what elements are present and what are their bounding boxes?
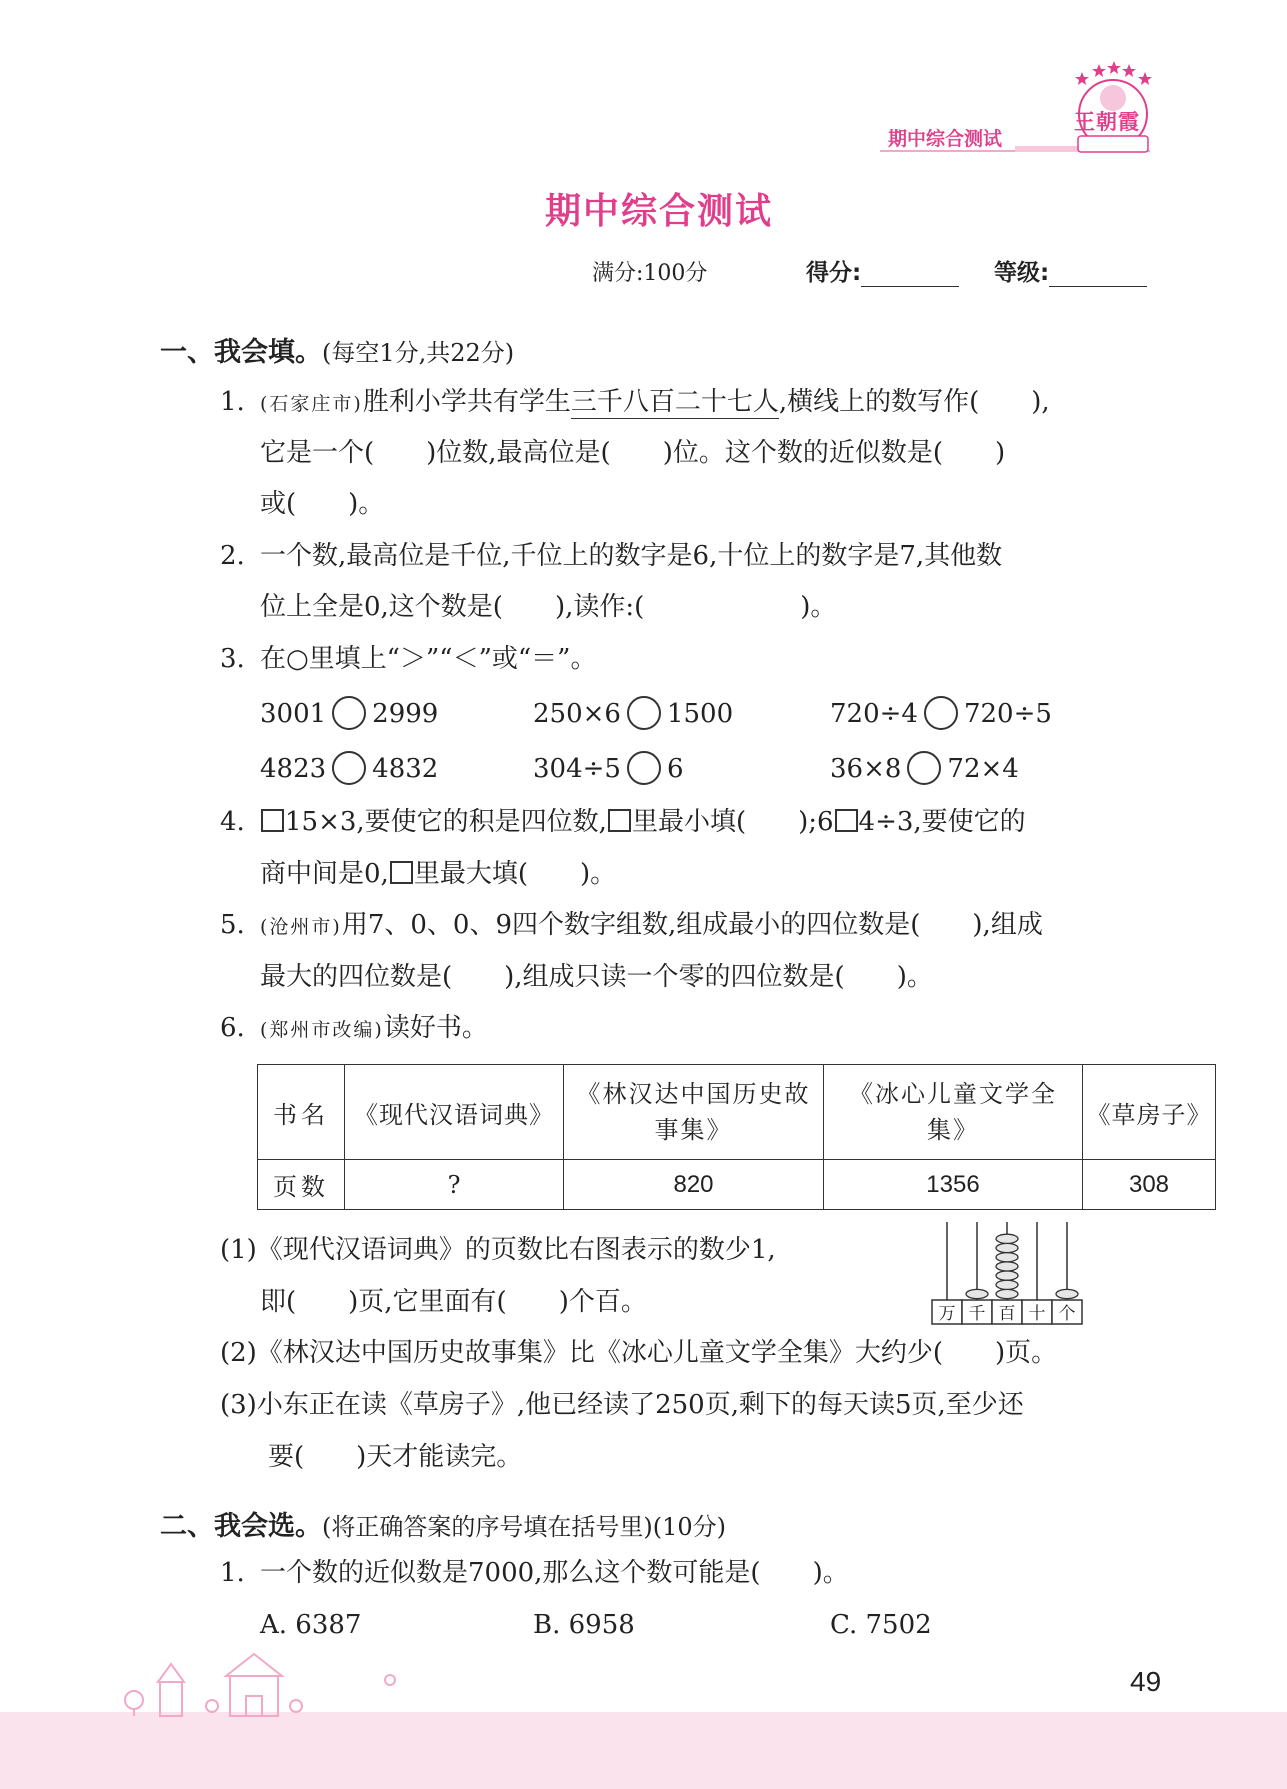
- q5-line2: 最大的四位数是( ),组成只读一个零的四位数是( )。: [260, 962, 933, 992]
- compare-circle[interactable]: [924, 696, 958, 730]
- mc1-question: 1. 一个数的近似数是7000,那么这个数可能是( )。: [220, 1558, 849, 1588]
- q3-compare-2: 250×6 1500: [533, 697, 733, 732]
- abacus-place-label: 千: [968, 1304, 986, 1324]
- abacus-bead: [996, 1271, 1018, 1280]
- compare-circle[interactable]: [627, 696, 661, 730]
- abacus-bead: [996, 1262, 1018, 1271]
- header-tag: 期中综合测试: [888, 128, 1003, 150]
- page-number: 49: [1130, 1666, 1162, 1697]
- blank-box[interactable]: [261, 809, 284, 832]
- score-field[interactable]: [806, 254, 959, 287]
- q6-sub1-line1: (1)《现代汉语词典》的页数比右图表示的数少1,: [220, 1235, 776, 1265]
- score-line: [592, 256, 707, 287]
- q3-compare-3: 720÷4 720÷5: [830, 697, 1052, 732]
- q6-line1: 6. (郑州市改编)读好书。: [220, 1013, 488, 1043]
- abacus-bead: [996, 1234, 1018, 1243]
- blank-box[interactable]: [835, 809, 858, 832]
- q3-compare-5: 304÷5 6: [533, 752, 684, 787]
- table-row: 页数 ? 820 1356 308: [258, 1160, 1216, 1210]
- q6-sub3-line1: (3)小东正在读《草房子》,他已经读了250页,剩下的每天读5页,至少还: [220, 1390, 1024, 1420]
- abacus-place-label: 万: [938, 1304, 956, 1324]
- blank-box[interactable]: [390, 861, 413, 884]
- castle-illustration: [120, 1650, 420, 1718]
- mc1-option-b[interactable]: B. 6958: [533, 1610, 635, 1640]
- section-2-heading: 二、我会选。(将正确答案的序号填在括号里)(10分): [160, 1511, 726, 1542]
- publisher-logo: [1068, 58, 1158, 156]
- abacus-place-label: 十: [1028, 1304, 1046, 1324]
- mc1-option-a[interactable]: A. 6387: [260, 1610, 362, 1640]
- book-table: [257, 1064, 1216, 1210]
- mc1-option-c[interactable]: C. 7502: [830, 1610, 932, 1640]
- q2-line2: 位上全是0,这个数是( ),读作:( )。: [260, 592, 837, 622]
- abacus-bead: [996, 1243, 1018, 1252]
- q4-line1: 4. 15×3,要使它的积是四位数, 里最小填( );6 4÷3,要使它的: [220, 807, 1026, 837]
- compare-circle[interactable]: [627, 751, 661, 785]
- q3-compare-4: 4823 4832: [260, 752, 438, 787]
- abacus-bead: [1056, 1289, 1078, 1298]
- q1-line3: 或( )。: [260, 489, 385, 519]
- abacus-place-label: 个: [1058, 1304, 1076, 1324]
- q4-line2: 商中间是0, 里最大填( )。: [260, 859, 617, 889]
- q1-line1: 1. (石家庄市)胜利小学共有学生三千八百二十七人,横线上的数写作( ),: [220, 387, 1050, 417]
- abacus-figure: [930, 1218, 1100, 1326]
- abacus-bead: [996, 1289, 1018, 1298]
- grade-label: 等级:: [994, 260, 1050, 286]
- abacus-place-label: 百: [998, 1304, 1016, 1324]
- score-label: 得分:: [806, 260, 862, 286]
- footer-band: [0, 1712, 1287, 1789]
- q6-sub3-line2: 要( )天才能读完。: [268, 1442, 523, 1472]
- q6-sub2: (2)《林汉达中国历史故事集》比《冰心儿童文学全集》大约少( )页。: [220, 1338, 1058, 1368]
- q2-line1: 2. 一个数,最高位是千位,千位上的数字是6,十位上的数字是7,其他数: [220, 541, 1003, 571]
- q6-sub1-line2: 即( )页,它里面有( )个百。: [260, 1287, 647, 1317]
- q1-underlined-number: 三千八百二十七人: [570, 387, 779, 417]
- q1-line2: 它是一个( )位数,最高位是( )位。这个数的近似数是( ): [260, 438, 1006, 468]
- abacus-bead: [996, 1253, 1018, 1262]
- q5-line1: 5. (沧州市)用7、0、0、9四个数字组数,组成最小的四位数是( ),组成: [220, 910, 1043, 940]
- table-row: 书名 《现代汉语词典》 《林汉达中国历史故事集》 《冰心儿童文学全集》 《草房子》: [258, 1065, 1216, 1160]
- abacus-bead: [966, 1289, 988, 1298]
- q3-compare-1: 3001 2999: [260, 697, 438, 732]
- compare-circle[interactable]: [332, 751, 366, 785]
- section-1-heading: 一、我会填。(每空1分,共22分): [160, 337, 515, 368]
- full-score: 满分:100分: [592, 261, 708, 286]
- blank-box[interactable]: [608, 809, 631, 832]
- q3-line1: 3. 在○里填上“＞”“＜”或“＝”。: [220, 644, 597, 674]
- compare-circle[interactable]: [907, 751, 941, 785]
- abacus-bead: [996, 1280, 1018, 1289]
- page-title: 期中综合测试: [544, 191, 773, 232]
- q3-compare-6: 36×8 72×4: [830, 752, 1019, 787]
- compare-circle[interactable]: [332, 696, 366, 730]
- grade-field[interactable]: [994, 254, 1147, 287]
- logo-text: 王朝霞: [1074, 109, 1140, 134]
